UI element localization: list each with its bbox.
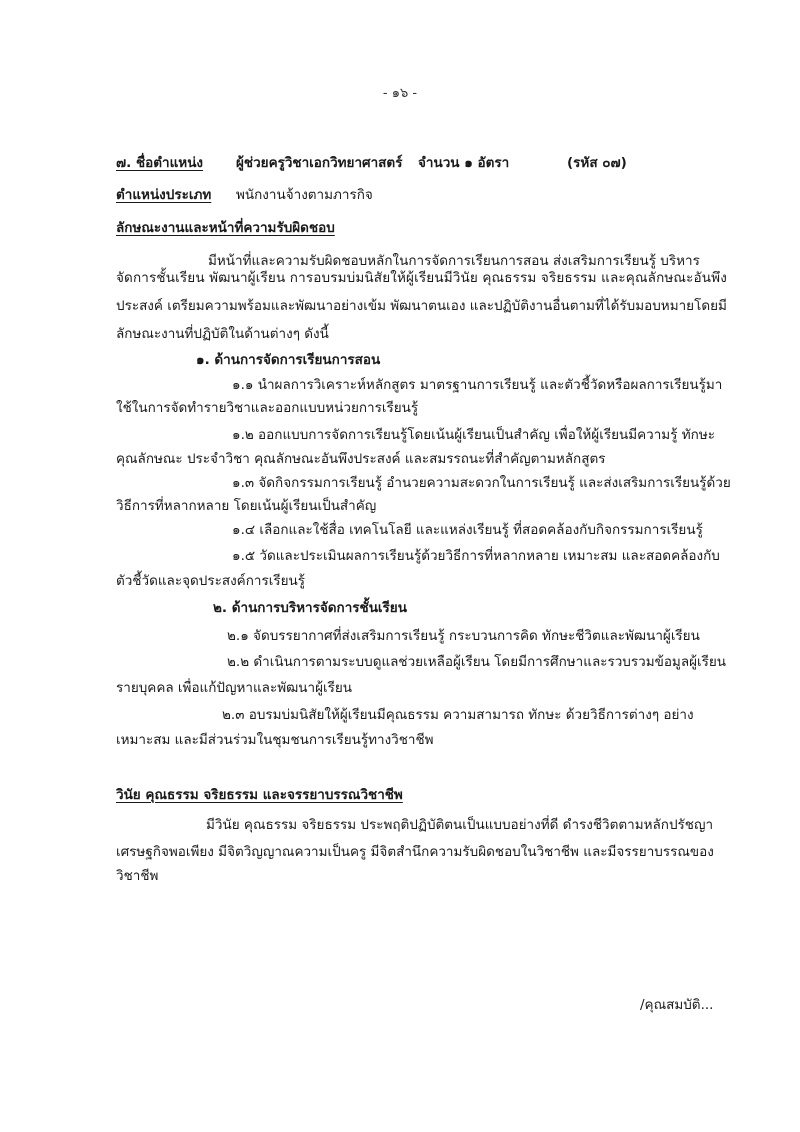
section-heading: ๑. ด้านการจัดการเรียนการสอน: [196, 352, 381, 368]
ethics-line: วิชาชีพ: [116, 868, 159, 884]
section-heading: ๒. ด้านการบริหารจัดการชั้นเรียน: [213, 600, 407, 616]
duty-item-line: รายบุคคล เพื่อแก้ปัญหาและพัฒนาผู้เรียน: [116, 680, 353, 696]
duty-item-line: ตัวชี้วัดและจุดประสงค์การเรียนรู้: [116, 573, 305, 589]
duties-intro-line: ลักษณะงานที่ปฏิบัติในด้านต่างๆ ดังนี้: [116, 326, 329, 342]
duty-item-line: ๑.๔ เลือกและใช้สื่อ เทคโนโลยี และแหล่งเรียนรู้ ที่สอดคล้องกับกิจกรรมการเรียนรู้: [232, 522, 703, 538]
duties-intro-line: ประสงค์ เตรียมความพร้อมและพัฒนาอย่างเข้ม พัฒนาตนเอง และปฏิบัติงานอื่นตามที่ได้รับมอบหมายโดยมี: [116, 298, 727, 314]
page-number: - ๑๖ -: [382, 86, 418, 101]
duty-item-line: ๑.๑ นำผลการวิเคราะห์หลักสูตร มาตรฐานการเรียนรู้ และตัวชี้วัดหรือผลการเรียนรู้มา: [232, 377, 723, 393]
duties-heading: ลักษณะงานและหน้าที่ความรับผิดชอบ: [116, 220, 335, 236]
duty-item-line: ใช้ในการจัดทำรายวิชาและออกแบบหน่วยการเรียนรู้: [116, 400, 419, 416]
position-count: จำนวน ๑ อัตรา: [418, 155, 510, 171]
duty-item-line: ๑.๕ วัดและประเมินผลการเรียนรู้ด้วยวิธีการที่หลากหลาย เหมาะสม และสอดคล้องกับ: [232, 548, 720, 564]
position-type-value: พนักงานจ้างตามภารกิจ: [236, 187, 373, 203]
ethics-heading: วินัย คุณธรรม จริยธรรม และจรรยาบรรณวิชาชีพ: [116, 787, 403, 803]
position-label: ๗. ชื่อตำแหน่ง: [116, 155, 204, 171]
position-code: (รหัส ๐๗): [567, 155, 627, 171]
duty-item-line: ๒.๒ ดำเนินการตามระบบดูแลช่วยเหลือผู้เรียน โดยมีการศึกษาและรวบรวมข้อมูลผู้เรียน: [227, 654, 727, 670]
duty-item-line: ๒.๓ อบรมบ่มนิสัยให้ผู้เรียนมีคุณธรรม ความสามารถ ทักษะ ด้วยวิธีการต่างๆ อย่าง: [222, 707, 694, 723]
duty-item-line: ๑.๒ ออกแบบการจัดการเรียนรู้โดยเน้นผู้เรียนเป็นสำคัญ เพื่อให้ผู้เรียนมีความรู้ ทักษะ: [232, 427, 715, 443]
duty-item-line: คุณลักษณะ ประจำวิชา คุณลักษณะอันพึงประสงค์ และสมรรถนะที่สำคัญตามหลักสูตร: [116, 451, 606, 467]
duty-item-line: เหมาะสม และมีส่วนร่วมในชุมชนการเรียนรู้ทางวิชาชีพ: [116, 732, 434, 748]
duties-intro-line: มีหน้าที่และความรับผิดชอบหลักในการจัดการเรียนการสอน ส่งเสริมการเรียนรู้ บริหาร: [208, 253, 700, 269]
ethics-line: เศรษฐกิจพอเพียง มีจิตวิญญาณความเป็นครู มีจิตสำนึกความรับผิดชอบในวิชาชีพ และมีจรรยาบรรณของ: [116, 844, 714, 860]
ethics-line: มีวินัย คุณธรรม จริยธรรม ประพฤติปฏิบัติตนเป็นแบบอย่างที่ดี ดำรงชีวิตตามหลักปรัชญา: [206, 817, 714, 833]
duty-item-line: ๑.๓ จัดกิจกรรมการเรียนรู้ อำนวยความสะดวกในการเรียนรู้ และส่งเสริมการเรียนรู้ด้วย: [232, 475, 731, 491]
continuation-marker: /คุณสมบัติ...: [640, 997, 714, 1013]
duty-item-line: วิธีการที่หลากหลาย โดยเน้นผู้เรียนเป็นสำคัญ: [116, 498, 377, 514]
position-type-label: ตำแหน่งประเภท: [116, 187, 212, 203]
position-title: ผู้ช่วยครูวิชาเอกวิทยาศาสตร์: [236, 155, 403, 171]
duties-intro-line: จัดการชั้นเรียน พัฒนาผู้เรียน การอบรมบ่มนิสัยให้ผู้เรียนมีวินัย คุณธรรม จริยธรรม และคุณลักษณะอันพึง: [116, 270, 727, 286]
duty-item-line: ๒.๑ จัดบรรยากาศที่ส่งเสริมการเรียนรู้ กระบวนการคิด ทักษะชีวิตและพัฒนาผู้เรียน: [227, 628, 700, 644]
